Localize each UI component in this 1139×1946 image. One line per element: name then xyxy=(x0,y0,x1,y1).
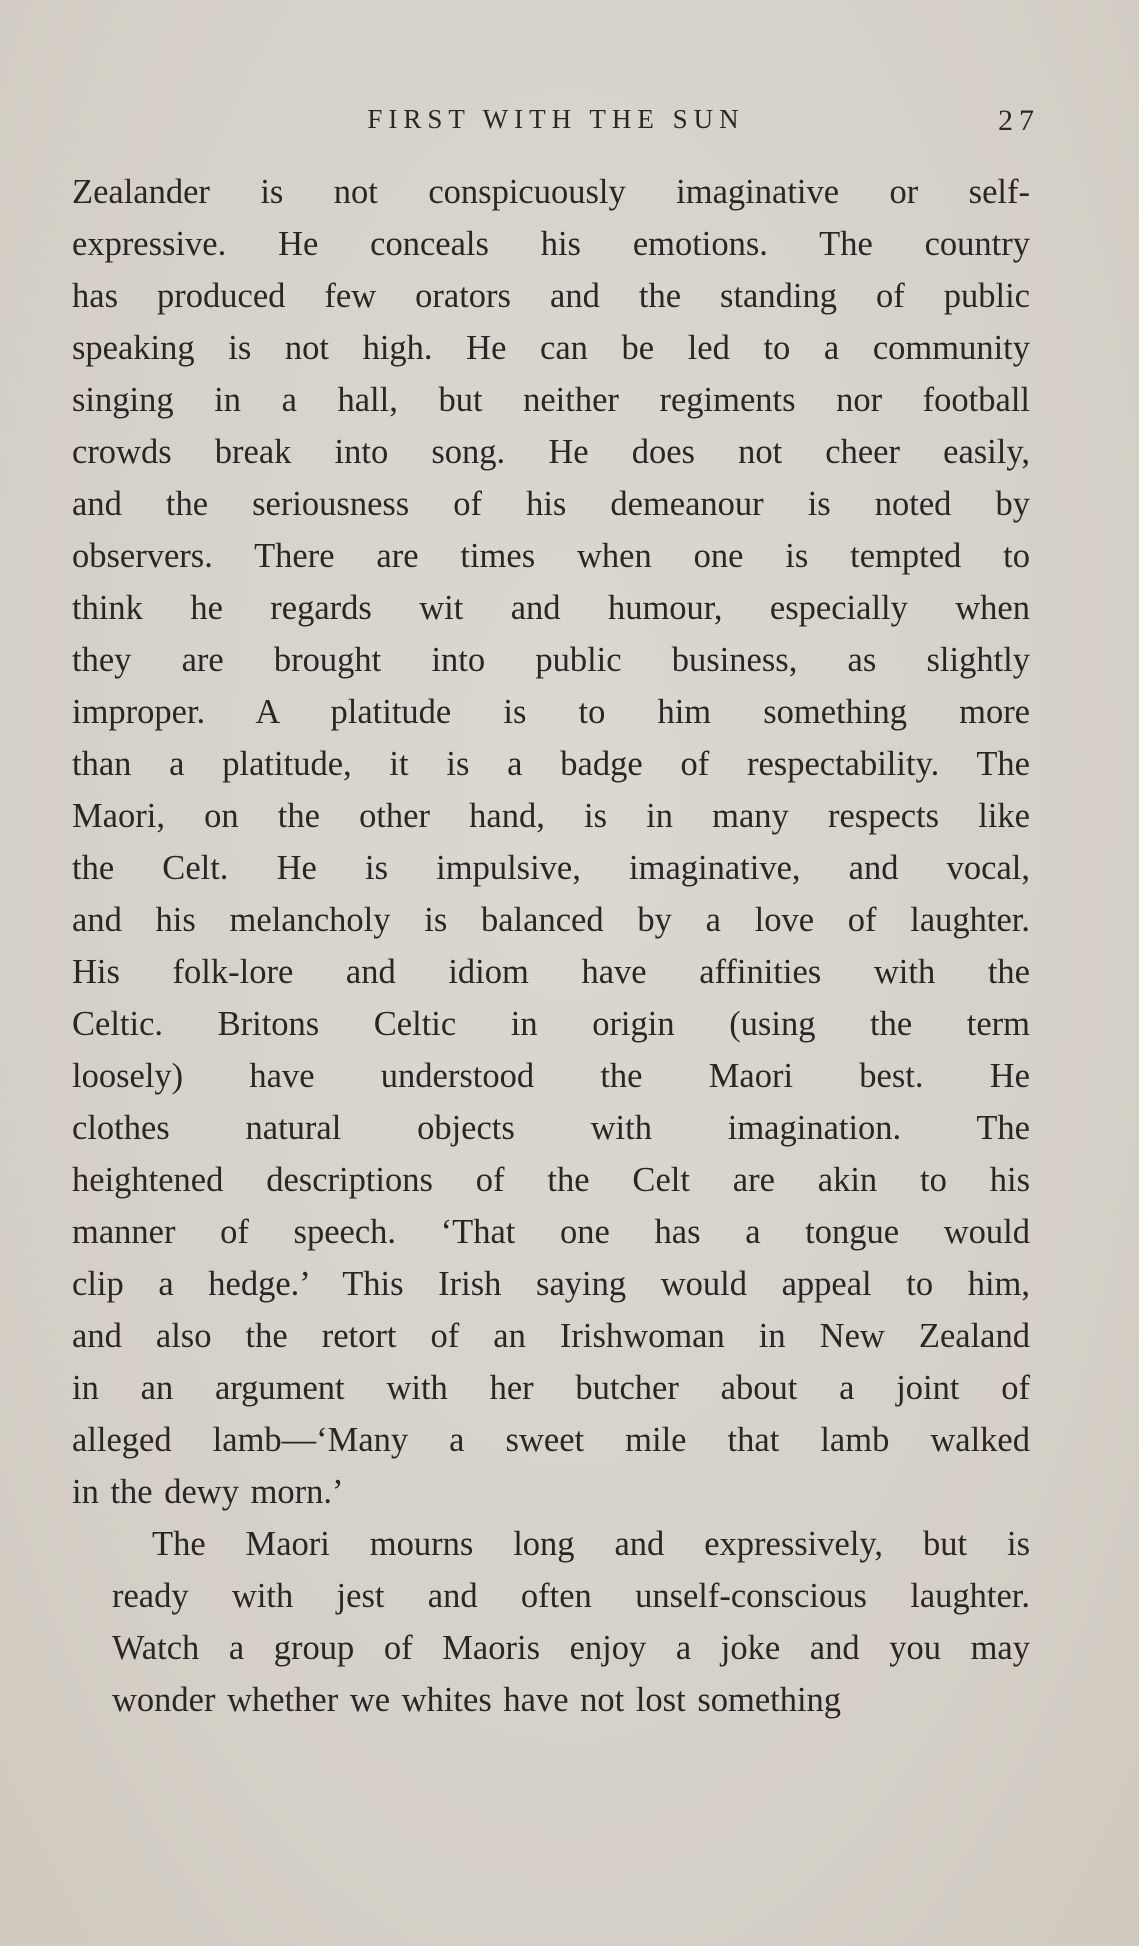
text-line: has produced few orators and the standing of public xyxy=(72,277,1030,315)
text-line: Zealander is not conspicuously imaginative or self- xyxy=(72,173,1030,211)
paragraph xyxy=(72,1518,1030,1726)
body-text xyxy=(72,166,1030,1726)
text-line: singing in a hall, but neither regiments nor football xyxy=(72,381,1030,419)
text-line: expressive. He conceals his emotions. The country xyxy=(72,225,1030,263)
text-line: improper. A platitude is to him something more xyxy=(72,693,1030,731)
text-line: the Celt. He is impulsive, imaginative, and vocal, xyxy=(72,849,1030,887)
text-line: clothes natural objects with imagination. The xyxy=(72,1109,1030,1147)
text-line: Maori, on the other hand, is in many respects like xyxy=(72,797,1030,835)
text-line: ready with jest and often unself-conscious laughter. xyxy=(112,1577,1030,1615)
running-title: FIRST WITH THE SUN xyxy=(367,104,745,134)
text-line: wonder whether we whites have not lost something xyxy=(112,1681,842,1719)
text-line: and the seriousness of his demeanour is noted by xyxy=(72,485,1030,523)
page-number: 27 xyxy=(998,104,1040,137)
text-line: alleged lamb—‘Many a sweet mile that lamb walked xyxy=(72,1421,1030,1459)
text-line: in an argument with her butcher about a joint of xyxy=(72,1369,1030,1407)
text-line: think he regards wit and humour, especially when xyxy=(72,589,1030,627)
text-line: crowds break into song. He does not cheer easily, xyxy=(72,433,1030,471)
text-line: heightened descriptions of the Celt are akin to his xyxy=(72,1161,1030,1199)
running-head xyxy=(72,104,1040,140)
text-line: The Maori mourns long and expressively, but is xyxy=(152,1525,1030,1563)
text-line: Celtic. Britons Celtic in origin (using the term xyxy=(72,1005,1030,1043)
text-line: His folk-lore and idiom have affinities with the xyxy=(72,953,1030,991)
text-line: speaking is not high. He can be led to a community xyxy=(72,329,1030,367)
text-line: manner of speech. ‘That one has a tongue would xyxy=(72,1213,1030,1251)
text-line: and also the retort of an Irishwoman in New Zealand xyxy=(72,1317,1030,1355)
text-line: than a platitude, it is a badge of respectability. The xyxy=(72,745,1030,783)
text-line: in the dewy morn.’ xyxy=(72,1473,344,1511)
paragraph xyxy=(72,166,1030,1518)
text-line: clip a hedge.’ This Irish saying would appeal to him, xyxy=(72,1265,1030,1303)
text-line: they are brought into public business, as slightly xyxy=(72,641,1030,679)
text-line: and his melancholy is balanced by a love of laughter. xyxy=(72,901,1030,939)
text-line: loosely) have understood the Maori best. He xyxy=(72,1057,1030,1095)
text-line: Watch a group of Maoris enjoy a joke and you may xyxy=(112,1629,1030,1667)
text-line: observers. There are times when one is tempted to xyxy=(72,537,1030,575)
